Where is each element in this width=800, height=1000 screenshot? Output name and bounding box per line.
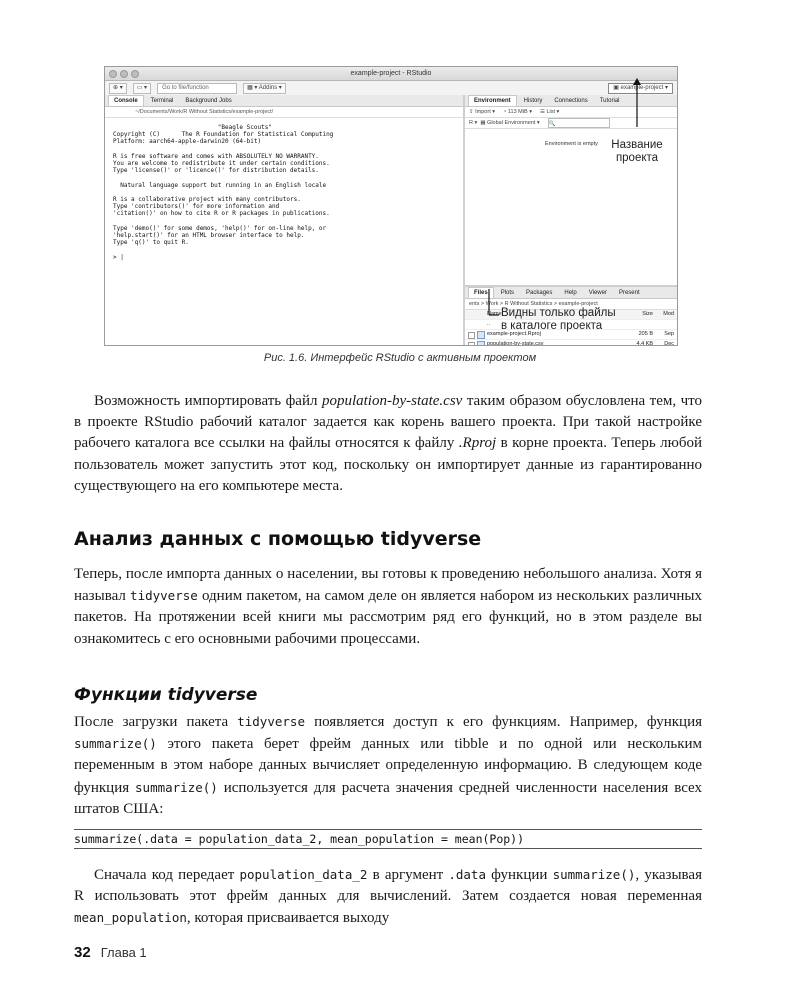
chapter-label: Глава 1 (100, 945, 147, 960)
file-icon (477, 331, 485, 339)
paragraph-2: Теперь, после импорта данных о населении, вы готовы к проведению небольшого анализа. Хотя я называл tidyverse одним пакетом, на самом деле он является набором из нескольких различных пакетов. На протяжении всей книги мы рассмотрим ряд его функций, но в этом разделе вы ознакомитесь с его основными рабочими процессами. (74, 566, 702, 647)
figure-caption: Рис. 1.6. Интерфейс RStudio с активным проектом (263, 352, 537, 364)
files-path[interactable]: ents > Work > R Without Statistics > example-project (465, 299, 677, 310)
file-name[interactable]: example-project.Rproj (487, 331, 541, 337)
files-row[interactable] (465, 340, 677, 346)
files-tabs (465, 287, 677, 299)
tab-terminal[interactable]: Terminal (150, 97, 174, 104)
tab-environment[interactable]: Environment (468, 95, 517, 106)
file-icon (477, 341, 485, 346)
console-output[interactable]: "Beagle Scouts" Copyright (C) The R Foundation for Statistical Computing Platform: aarch64-apple-darwin20 (64-bit) R is free software and comes with ABSOLUTELY NO WARRANTY. You are welcome to redistribute it under certain conditions. Type 'license()' or 'licence()' for distribution details. Natural language support but running in an English locale R is a collaborative project with many contributors. Type 'contributors()' for more information and 'citation()' on how to cite R or R packages in publications. Type 'demo()' for some demos, 'help()' for on-line help, or 'help.start()' for an HTML browser interface to help. Type 'q()' to quit R. > | (113, 124, 334, 261)
tab-plots[interactable]: Plots (500, 289, 515, 296)
tab-files[interactable]: Files (468, 287, 494, 298)
environment-tabs (465, 95, 677, 107)
page-number: 32 (74, 944, 91, 961)
open-file-button[interactable]: ▭ ▾ (133, 83, 151, 94)
tab-console[interactable]: Console (108, 95, 144, 106)
goto-file-input[interactable]: Go to file/function (157, 83, 237, 94)
tab-background-jobs[interactable]: Background Jobs (185, 97, 232, 104)
import-button[interactable]: ⇪ Import ▾ (469, 109, 496, 115)
file-size: 4.4 KB (636, 341, 653, 346)
memory-usage: ◔ 113 MiB ▾ (503, 109, 532, 115)
window-titlebar (105, 67, 677, 81)
environment-scope-bar (465, 118, 677, 129)
window-controls[interactable] (109, 70, 139, 78)
addins-button[interactable]: ▦ ▾ Addins ▾ (243, 83, 286, 94)
file-name[interactable]: population-by-state.csv (487, 341, 544, 346)
list-view-button[interactable]: ☰ List ▾ (539, 109, 560, 115)
window-title: example-project - RStudio (350, 70, 432, 77)
file-checkbox[interactable] (468, 342, 475, 346)
tab-connections[interactable]: Connections (554, 97, 588, 104)
file-modified: Sep (664, 331, 674, 337)
annotation-project-name: Название проекта (611, 139, 663, 164)
tab-history[interactable]: History (523, 97, 543, 104)
tab-tutorial[interactable]: Tutorial (599, 97, 620, 104)
tab-help[interactable]: Help (564, 289, 577, 296)
subsection-heading: Функции tidyverse (74, 685, 258, 705)
tab-viewer[interactable]: Viewer (588, 289, 607, 296)
env-search-input[interactable]: 🔍 (548, 118, 610, 128)
environment-pane (465, 95, 677, 285)
environment-empty-message: Environment is empty (545, 141, 598, 147)
main-toolbar (105, 81, 677, 96)
console-tabs (105, 95, 463, 107)
annotation-project-files: Видны только файлы в каталоге проекта (501, 307, 616, 332)
environment-toolbar (465, 107, 677, 118)
console-path: ~/Documents/Work/R Without Statistics/example-project/ (105, 107, 463, 118)
file-modified: Dec (664, 341, 674, 346)
page-footer (74, 944, 147, 961)
new-file-button[interactable]: ⊕ ▾ (109, 83, 127, 94)
section-heading: Анализ данных с помощью tidyverse (74, 528, 482, 550)
files-header: Name Size Mod (465, 310, 677, 320)
tab-packages[interactable]: Packages (526, 289, 553, 296)
rstudio-screenshot (104, 66, 678, 346)
paragraph-4: Сначала код передает population_data_2 в аргумент .data функции summarize(), указывая R использовать этот фрейм данных для вычислений. Затем создается новая переменная mean_population, которая присваивается выходу (74, 867, 702, 927)
code-block: summarize(.data = population_data_2, mean_population = mean(Pop)) (74, 829, 702, 849)
console-pane (105, 95, 465, 345)
file-size: 205 B (638, 331, 653, 337)
tab-presentation[interactable]: Present (618, 289, 640, 296)
file-name[interactable]: .. (487, 321, 491, 327)
scope-select[interactable]: R ▾ ▦ Global Environment ▾ (469, 120, 540, 126)
paragraph-1: Возможность импортировать файл population-by-state.csv таким образом обусловлена тем, что в проекте RStudio рабочий каталог задается как корень вашего проекта. При такой настройке рабочего каталога все ссылки на файлы относятся к файлу .Rproj в корне проекта. Теперь любой пользователь может запустить этот код, поскольку он импортирует данные из гарантированно существующего на его компьютере места. (74, 393, 703, 494)
project-button[interactable]: ▣ example-project ▾ (608, 83, 673, 94)
paragraph-3: После загрузки пакета tidyverse появляется доступ к его функциям. Например, функция summarize() этого пакета берет фрейм данных или tibble и по одной или нескольким переменным в этом наборе данных вычисляет определенную информацию. В следующем коде функция summarize() используется для расчета значения средней численности населения всех штатов США: (74, 714, 703, 817)
file-checkbox[interactable] (468, 332, 475, 339)
